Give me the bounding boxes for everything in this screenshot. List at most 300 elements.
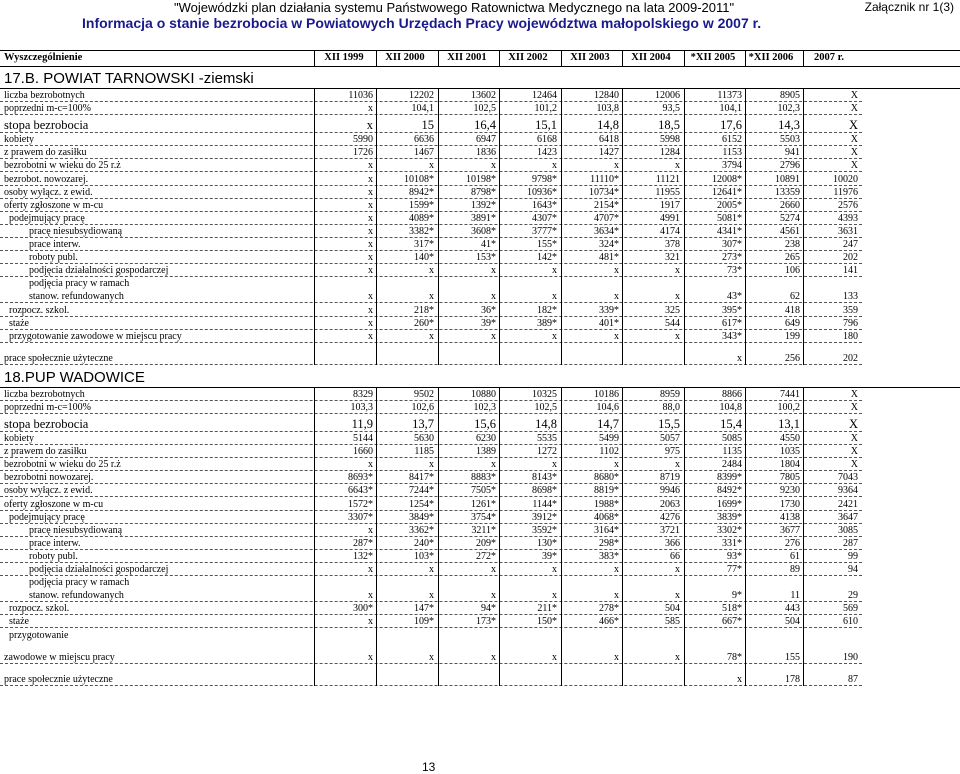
table-cell: 1185: [414, 446, 434, 458]
table-cell: 3382*: [409, 225, 434, 237]
table-cell: 13602: [471, 90, 496, 102]
table-cell: 504: [665, 603, 680, 615]
document-subtitle: Informacja o stanie bezrobocia w Powiatowych Urzędach Pracy województwa małopolskiego w 2007 r.: [82, 15, 762, 31]
column-divider: [803, 50, 804, 66]
column-divider: [622, 89, 623, 365]
table-row: [0, 225, 960, 238]
column-divider: [561, 388, 562, 686]
table-cell: 1643*: [532, 199, 557, 211]
table-cell: 140*: [414, 252, 434, 264]
table-cell: 102,5: [473, 103, 496, 115]
table-cell: x: [368, 265, 373, 277]
table-cell: 41*: [481, 239, 496, 251]
table-cell: 395*: [722, 304, 742, 316]
table-cell: 202: [843, 352, 858, 364]
table-cell: 104,8: [719, 401, 742, 413]
table-row: [0, 264, 960, 277]
table-row: [0, 458, 960, 471]
table-row: [0, 173, 960, 186]
table-cell: x: [552, 651, 557, 663]
row-label: stopa bezrobocia: [4, 118, 89, 133]
table-cell: 103,3: [350, 401, 373, 413]
table-cell: 88,0: [662, 401, 680, 413]
document-title: "Wojewódzki plan działania systemu Państwowego Ratownictwa Medycznego na lata 2009-2011": [174, 0, 735, 15]
table-cell: X: [850, 446, 858, 458]
row-label: liczba bezrobotnych: [4, 90, 85, 102]
table-row: [0, 115, 960, 133]
table-cell: 7805: [780, 472, 800, 484]
table-cell: 100,2: [777, 401, 800, 413]
table-row: [0, 388, 960, 401]
column-header-year: XII 2004: [631, 52, 671, 63]
table-cell: 153*: [476, 252, 496, 264]
table-cell: 265: [785, 252, 800, 264]
table-cell: 247: [843, 239, 858, 251]
table-cell: 9*: [732, 590, 742, 602]
table-row: [0, 498, 960, 511]
table-row: [0, 576, 960, 589]
table-cell: X: [850, 401, 858, 413]
table-cell: x: [368, 239, 373, 251]
table-cell: 1423: [537, 147, 557, 159]
table-cell: x: [429, 265, 434, 277]
table-cell: 11373: [717, 90, 742, 102]
table-cell: 401*: [599, 317, 619, 329]
column-divider: [499, 388, 500, 686]
row-label: zawodowe w miejscu pracy: [4, 651, 115, 663]
table-cell: 359: [843, 304, 858, 316]
table-cell: 5503: [780, 134, 800, 146]
column-divider: [438, 388, 439, 686]
table-row: [0, 642, 960, 664]
table-cell: 585: [665, 616, 680, 628]
table-cell: 141: [843, 265, 858, 277]
table-cell: 8819*: [594, 485, 619, 497]
table-cell: X: [850, 147, 858, 159]
table-cell: 94*: [481, 603, 496, 615]
table-cell: X: [850, 160, 858, 172]
table-cell: 106: [785, 265, 800, 277]
table-cell: 238: [785, 239, 800, 251]
table-cell: 544: [665, 317, 680, 329]
table-cell: x: [368, 199, 373, 211]
table-cell: 3794: [722, 160, 742, 172]
column-divider: [622, 388, 623, 686]
table-cell: 1261*: [471, 498, 496, 510]
table-cell: 273*: [722, 252, 742, 264]
row-separator: [0, 685, 862, 686]
table-cell: 6636: [414, 134, 434, 146]
column-divider: [745, 50, 746, 66]
column-divider: [561, 50, 562, 66]
table-cell: 8143*: [532, 472, 557, 484]
table-cell: 89: [790, 564, 800, 576]
table-cell: 325: [665, 304, 680, 316]
table-cell: x: [552, 564, 557, 576]
table-cell: 667*: [722, 616, 742, 628]
table-cell: 2005*: [717, 199, 742, 211]
table-cell: 11955: [655, 186, 680, 198]
table-cell: x: [614, 459, 619, 471]
table-row: [0, 511, 960, 524]
table-cell: x: [366, 118, 373, 133]
table-cell: x: [491, 564, 496, 576]
table-cell: 8905: [780, 90, 800, 102]
table-cell: 1102: [599, 446, 619, 458]
table-cell: x: [368, 103, 373, 115]
divider: [0, 66, 960, 67]
table-row: [0, 537, 960, 550]
table-cell: 3634*: [594, 225, 619, 237]
table-cell: 132*: [353, 550, 373, 562]
table-cell: 7505*: [471, 485, 496, 497]
table-cell: x: [368, 212, 373, 224]
table-cell: 1427: [599, 147, 619, 159]
table-cell: x: [491, 160, 496, 172]
table-cell: x: [675, 459, 680, 471]
table-cell: 130*: [537, 537, 557, 549]
table-cell: 1836: [476, 147, 496, 159]
table-cell: x: [368, 291, 373, 303]
table-cell: 3307*: [348, 511, 373, 523]
annex-label: Załącznik nr 1(3): [864, 0, 954, 14]
table-cell: 12840: [594, 90, 619, 102]
table-cell: X: [850, 134, 858, 146]
table-cell: 2421: [838, 498, 858, 510]
table-cell: 147*: [414, 603, 434, 615]
table-cell: 4138: [780, 511, 800, 523]
table-cell: 1153: [722, 147, 742, 159]
table-cell: 173*: [476, 616, 496, 628]
table-cell: 14,7: [597, 417, 619, 431]
row-label: staże: [4, 317, 29, 329]
table-cell: 5990: [353, 134, 373, 146]
table-cell: 518*: [722, 603, 742, 615]
table-cell: x: [491, 291, 496, 303]
table-cell: 13359: [775, 186, 800, 198]
column-header-label: Wyszczególnienie: [4, 52, 83, 63]
table-cell: x: [429, 564, 434, 576]
table-cell: x: [614, 291, 619, 303]
table-cell: 87: [848, 673, 858, 685]
table-cell: 10186: [594, 388, 619, 400]
column-header-year: 2007 r.: [814, 52, 844, 63]
column-header-row: [0, 52, 960, 65]
table-cell: 8798*: [471, 186, 496, 198]
table-cell: 3362*: [409, 524, 434, 536]
table-cell: 443: [785, 603, 800, 615]
table-cell: 6643*: [348, 485, 373, 497]
table-cell: 2660: [780, 199, 800, 211]
table-cell: 7043: [838, 472, 858, 484]
row-label: poprzedni m-c=100%: [4, 103, 92, 115]
table-cell: 9364: [838, 485, 858, 497]
table-cell: 3754*: [471, 511, 496, 523]
table-row: [0, 563, 960, 576]
table-cell: 3302*: [717, 524, 742, 536]
table-cell: 298*: [599, 537, 619, 549]
column-divider: [314, 50, 315, 66]
row-label: osoby wyłącz. z ewid.: [4, 186, 93, 198]
row-separator: [0, 364, 862, 365]
row-label: przygotowanie: [4, 629, 69, 641]
table-cell: x: [614, 160, 619, 172]
table-cell: 504: [785, 616, 800, 628]
table-cell: 3849*: [409, 511, 434, 523]
table-cell: x: [491, 330, 496, 342]
column-divider: [803, 388, 804, 686]
table-row: [0, 445, 960, 458]
table-cell: 8693*: [348, 472, 373, 484]
table-cell: 4393: [838, 212, 858, 224]
table-cell: 104,6: [596, 401, 619, 413]
row-label: bezrobot. nowozarej.: [4, 173, 89, 185]
table-cell: 8698*: [532, 485, 557, 497]
table-cell: 17,6: [720, 118, 742, 133]
table-cell: 78*: [727, 651, 742, 663]
table-cell: 466*: [599, 616, 619, 628]
table-cell: x: [552, 291, 557, 303]
table-cell: X: [850, 103, 858, 115]
table-cell: 6230: [476, 433, 496, 445]
table-row: [0, 343, 960, 365]
table-cell: 101,2: [534, 103, 557, 115]
table-cell: 142*: [537, 252, 557, 264]
row-label: staże: [4, 616, 29, 628]
table-row: [0, 317, 960, 330]
table-cell: 12008*: [712, 173, 742, 185]
table-cell: x: [675, 330, 680, 342]
table-cell: x: [675, 160, 680, 172]
table-cell: X: [850, 90, 858, 102]
table-cell: 10325: [532, 388, 557, 400]
table-row: [0, 238, 960, 251]
table-cell: 10734*: [589, 186, 619, 198]
table-cell: 10891: [775, 173, 800, 185]
table-cell: 14,8: [597, 118, 619, 133]
table-row: [0, 550, 960, 563]
table-cell: 339*: [599, 304, 619, 316]
table-row: [0, 186, 960, 199]
table-cell: 12202: [409, 90, 434, 102]
table-cell: 256: [785, 352, 800, 364]
table-row: [0, 524, 960, 537]
table-cell: 383*: [599, 550, 619, 562]
table-cell: x: [614, 564, 619, 576]
table-cell: 7244*: [409, 485, 434, 497]
table-cell: 3721: [660, 524, 680, 536]
row-label: bezrobotni w wieku do 25 r.ż: [4, 160, 121, 172]
table-row: [0, 102, 960, 115]
column-header-year: XII 1999: [324, 52, 364, 63]
row-label: z prawem do zasiłku: [4, 446, 87, 458]
table-cell: x: [368, 651, 373, 663]
table-cell: x: [675, 564, 680, 576]
table-cell: x: [368, 304, 373, 316]
table-cell: 11110*: [590, 173, 619, 185]
table-cell: 155: [785, 651, 800, 663]
table-row: [0, 471, 960, 484]
row-label: bezrobotni w wieku do 25 r.ż: [4, 459, 121, 471]
table-cell: 321: [665, 252, 680, 264]
table-cell: 617*: [722, 317, 742, 329]
table-cell: 4550: [780, 433, 800, 445]
table-cell: 1389: [476, 446, 496, 458]
table-cell: 1730: [780, 498, 800, 510]
table-cell: 62: [790, 291, 800, 303]
table-cell: 8329: [353, 388, 373, 400]
table-cell: 1572*: [348, 498, 373, 510]
table-cell: 10880: [471, 388, 496, 400]
table-cell: 150*: [537, 616, 557, 628]
table-cell: 2576: [838, 199, 858, 211]
table-row: [0, 432, 960, 445]
table-cell: 93,5: [662, 103, 680, 115]
row-label: przygotowanie zawodowe w miejscu pracy: [4, 330, 182, 342]
divider: [0, 50, 960, 51]
table-cell: x: [737, 673, 742, 685]
column-divider: [438, 89, 439, 365]
table-cell: x: [429, 160, 434, 172]
table-cell: 796: [843, 317, 858, 329]
table-cell: 43*: [727, 291, 742, 303]
table-cell: 4174: [660, 225, 680, 237]
table-cell: 4991: [660, 212, 680, 224]
table-cell: 8883*: [471, 472, 496, 484]
table-row: [0, 89, 960, 102]
table-cell: x: [675, 291, 680, 303]
table-cell: x: [737, 352, 742, 364]
table-cell: 1467: [414, 147, 434, 159]
table-cell: 39*: [481, 317, 496, 329]
table-cell: 418: [785, 304, 800, 316]
table-cell: x: [429, 291, 434, 303]
table-row: [0, 330, 960, 343]
row-label: roboty publ.: [4, 550, 78, 562]
table-cell: 12464: [532, 90, 557, 102]
row-label: rozpocz. szkol.: [4, 603, 70, 615]
table-cell: 1035: [780, 446, 800, 458]
table-cell: 11121: [655, 173, 680, 185]
table-row: [0, 629, 960, 642]
table-cell: 99: [848, 550, 858, 562]
table-cell: 104,1: [719, 103, 742, 115]
table-cell: 14,8: [535, 417, 557, 431]
table-cell: x: [368, 186, 373, 198]
column-divider: [314, 89, 315, 365]
table-cell: 2154*: [594, 199, 619, 211]
table-row: [0, 414, 960, 432]
table-cell: 11,9: [351, 417, 373, 431]
table-cell: 8719: [660, 472, 680, 484]
table-row: [0, 133, 960, 146]
row-label: podjęcia pracy w ramach: [4, 278, 130, 290]
table-cell: 5081*: [717, 212, 742, 224]
table-cell: x: [614, 330, 619, 342]
row-label: z prawem do zasiłku: [4, 147, 87, 159]
table-row: [0, 664, 960, 686]
column-divider: [684, 388, 685, 686]
table-cell: 343*: [722, 330, 742, 342]
row-label: podjęcia działalności gospodarczej: [4, 265, 169, 277]
column-divider: [314, 388, 315, 686]
table-row: [0, 615, 960, 628]
table-cell: 1917: [660, 199, 680, 211]
column-divider: [803, 89, 804, 365]
row-label: rozpocz. szkol.: [4, 304, 70, 316]
table-cell: 178: [785, 673, 800, 685]
table-cell: x: [675, 651, 680, 663]
table-cell: 5499: [599, 433, 619, 445]
table-cell: 1254*: [409, 498, 434, 510]
column-divider: [561, 89, 562, 365]
table-cell: x: [552, 459, 557, 471]
table-cell: 3839*: [717, 511, 742, 523]
table-cell: 13,1: [778, 417, 800, 431]
column-header-year: XII 2002: [508, 52, 548, 63]
table-cell: 4707*: [594, 212, 619, 224]
table-cell: 4276: [660, 511, 680, 523]
table-cell: 102,3: [777, 103, 800, 115]
table-cell: 1135: [722, 446, 742, 458]
table-cell: x: [491, 265, 496, 277]
column-divider: [684, 89, 685, 365]
table-cell: 77*: [727, 564, 742, 576]
table-cell: 1599*: [409, 199, 434, 211]
table-cell: 317*: [414, 239, 434, 251]
table-cell: 1144*: [532, 498, 557, 510]
row-label: roboty publ.: [4, 252, 78, 264]
table-cell: x: [429, 459, 434, 471]
table-cell: 8399*: [717, 472, 742, 484]
table-cell: 300*: [353, 603, 373, 615]
column-header-year: *XII 2006: [748, 52, 794, 63]
table-cell: 29: [848, 590, 858, 602]
table-cell: 36*: [481, 304, 496, 316]
table-cell: 7441: [780, 388, 800, 400]
table-cell: 8959: [660, 388, 680, 400]
column-divider: [499, 50, 500, 66]
table-cell: 6418: [599, 134, 619, 146]
table-cell: x: [368, 252, 373, 264]
table-cell: 1988*: [594, 498, 619, 510]
table-cell: 3211*: [471, 524, 496, 536]
table-cell: 14,3: [778, 118, 800, 133]
column-divider: [376, 50, 377, 66]
table-cell: x: [675, 265, 680, 277]
column-divider: [745, 388, 746, 686]
table-row: [0, 401, 960, 414]
row-label: poprzedni m-c=100%: [4, 401, 92, 413]
table-cell: 1726: [353, 147, 373, 159]
table-cell: x: [368, 616, 373, 628]
column-header-year: *XII 2005: [690, 52, 736, 63]
table-cell: 104,1: [411, 103, 434, 115]
row-label: osoby wyłącz. z ewid.: [4, 485, 93, 497]
table-cell: 3085: [838, 524, 858, 536]
table-cell: 1392*: [471, 199, 496, 211]
table-cell: 13,7: [412, 417, 434, 431]
table-cell: 260*: [414, 317, 434, 329]
section-title: 17.B. POWIAT TARNOWSKI -ziemski: [4, 70, 254, 87]
table-row: [0, 484, 960, 497]
table-cell: 15,1: [535, 118, 557, 133]
table-cell: 4068*: [594, 511, 619, 523]
table-cell: 5535: [537, 433, 557, 445]
table-cell: 10020: [833, 173, 858, 185]
table-cell: 941: [785, 147, 800, 159]
table-cell: 18,5: [658, 118, 680, 133]
